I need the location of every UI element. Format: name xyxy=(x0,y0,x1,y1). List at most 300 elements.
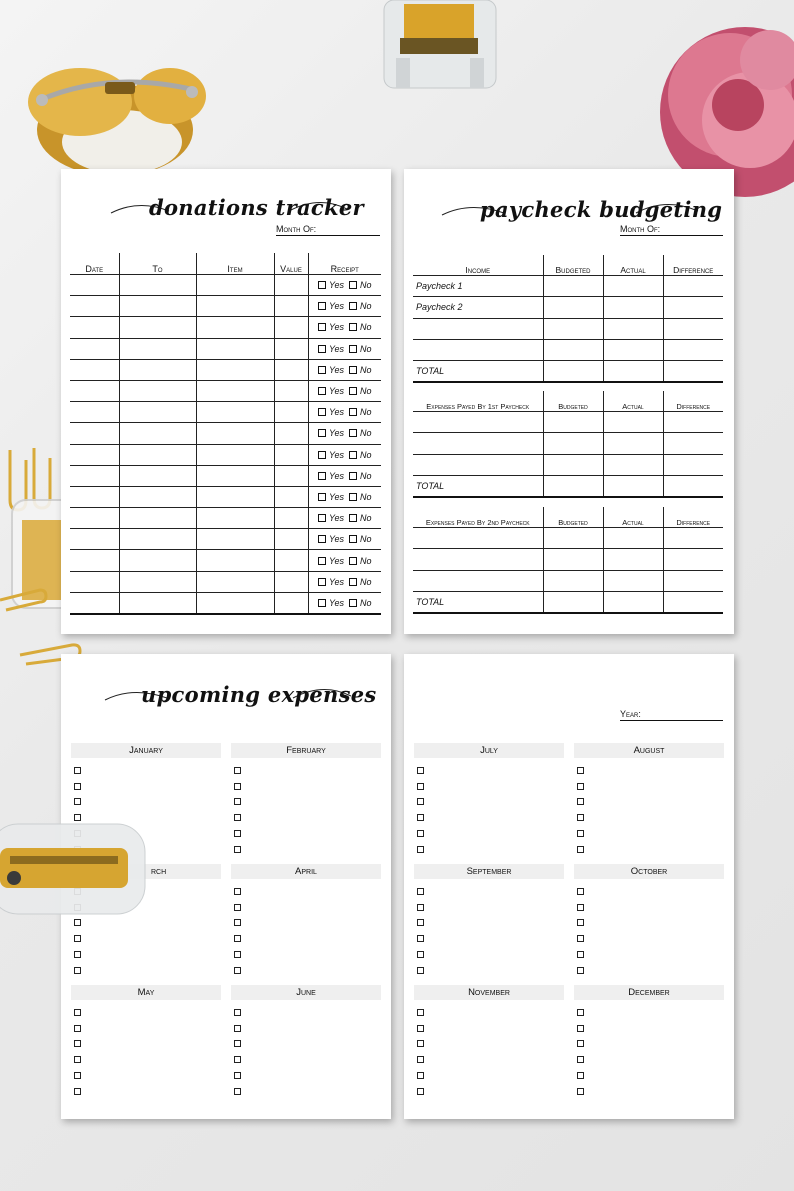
col-actual: Actual xyxy=(603,255,663,276)
row-label[interactable] xyxy=(413,570,543,591)
yes-label: Yes xyxy=(328,555,344,566)
yes-label: Yes xyxy=(328,470,344,481)
entry-cell[interactable] xyxy=(70,380,119,401)
expense-checkbox[interactable] xyxy=(417,1072,424,1079)
amount-cell[interactable] xyxy=(603,339,663,360)
amount-cell[interactable] xyxy=(663,591,723,613)
entry-cell[interactable] xyxy=(196,296,274,317)
entry-cell[interactable] xyxy=(274,423,308,444)
entry-cell[interactable] xyxy=(119,423,196,444)
amount-cell[interactable] xyxy=(603,570,663,591)
expense-checkbox[interactable] xyxy=(417,783,424,790)
no-label: No xyxy=(360,555,372,566)
amount-cell[interactable] xyxy=(543,360,603,382)
expense-checkbox[interactable] xyxy=(74,1040,81,1047)
no-checkbox[interactable] xyxy=(349,366,357,374)
amount-cell[interactable] xyxy=(543,591,603,613)
entry-cell[interactable] xyxy=(119,444,196,465)
expense-checkbox[interactable] xyxy=(417,1088,424,1095)
no-label: No xyxy=(360,407,372,418)
expenses-2nd-table xyxy=(413,507,723,614)
expense-checkbox[interactable] xyxy=(577,1056,584,1063)
amount-cell[interactable] xyxy=(603,276,663,297)
entry-cell[interactable] xyxy=(119,508,196,529)
entry-cell[interactable] xyxy=(274,380,308,401)
entry-cell[interactable] xyxy=(196,508,274,529)
expense-checkbox[interactable] xyxy=(74,783,81,790)
yes-checkbox[interactable] xyxy=(318,557,326,565)
yes-checkbox[interactable] xyxy=(318,493,326,501)
expense-checkbox[interactable] xyxy=(234,904,241,911)
expense-checkbox[interactable] xyxy=(234,798,241,805)
amount-cell[interactable] xyxy=(663,570,723,591)
table-row xyxy=(70,402,381,423)
entry-cell[interactable] xyxy=(119,486,196,507)
entry-cell[interactable] xyxy=(274,296,308,317)
entry-cell[interactable] xyxy=(274,592,308,614)
expense-checkbox[interactable] xyxy=(417,951,424,958)
entry-cell[interactable] xyxy=(70,296,119,317)
no-label: No xyxy=(360,576,372,587)
no-checkbox[interactable] xyxy=(349,472,357,480)
month-block-november xyxy=(414,985,564,1095)
no-checkbox[interactable] xyxy=(349,408,357,416)
donations-tracker-sheet xyxy=(61,169,391,634)
clear-tape-dispenser xyxy=(376,0,506,100)
no-checkbox[interactable] xyxy=(349,493,357,501)
amount-cell[interactable] xyxy=(663,454,723,475)
entry-cell[interactable] xyxy=(196,359,274,380)
table-row xyxy=(70,380,381,401)
entry-cell[interactable] xyxy=(119,317,196,338)
month-heading: August xyxy=(574,743,724,758)
no-checkbox[interactable] xyxy=(349,599,357,607)
table-row xyxy=(70,275,381,296)
row-label[interactable]: Paycheck 2 xyxy=(413,297,543,318)
yes-checkbox[interactable] xyxy=(318,387,326,395)
amount-cell[interactable] xyxy=(543,454,603,475)
expenses-1st-table xyxy=(413,391,723,498)
entry-cell[interactable] xyxy=(274,317,308,338)
expense-checkbox[interactable] xyxy=(234,1056,241,1063)
no-label: No xyxy=(360,428,372,439)
entry-cell[interactable] xyxy=(196,402,274,423)
entry-cell[interactable] xyxy=(274,402,308,423)
expense-checkbox[interactable] xyxy=(234,919,241,926)
expense-checkbox[interactable] xyxy=(417,888,424,895)
expense-checkbox[interactable] xyxy=(234,1009,241,1016)
amount-cell[interactable] xyxy=(603,412,663,433)
entry-cell[interactable] xyxy=(70,402,119,423)
table-row xyxy=(70,465,381,486)
amount-cell[interactable] xyxy=(543,412,603,433)
entry-cell[interactable] xyxy=(70,529,119,550)
amount-cell[interactable] xyxy=(603,454,663,475)
expense-checkbox[interactable] xyxy=(417,798,424,805)
col-actual: Actual xyxy=(603,391,663,412)
expense-checkbox[interactable] xyxy=(417,767,424,774)
entry-cell[interactable] xyxy=(119,380,196,401)
expense-checkbox[interactable] xyxy=(417,1009,424,1016)
table-row xyxy=(413,591,723,613)
amount-cell[interactable] xyxy=(663,318,723,339)
col-value: Value xyxy=(274,253,308,275)
expense-checkbox[interactable] xyxy=(577,830,584,837)
yes-checkbox[interactable] xyxy=(318,514,326,522)
no-checkbox[interactable] xyxy=(349,281,357,289)
expense-checkbox[interactable] xyxy=(577,904,584,911)
expense-checkbox[interactable] xyxy=(417,967,424,974)
col-expenses-1st: Expenses Payed By 1st Paycheck xyxy=(413,391,543,412)
amount-cell[interactable] xyxy=(603,360,663,382)
yes-label: Yes xyxy=(328,428,344,439)
table-row xyxy=(70,592,381,614)
amount-cell[interactable] xyxy=(603,297,663,318)
row-label[interactable]: Paycheck 1 xyxy=(413,276,543,297)
paycheck-title: paycheck budgeting xyxy=(480,197,723,222)
entry-cell[interactable] xyxy=(70,508,119,529)
expense-checkbox[interactable] xyxy=(577,846,584,853)
receipt-cell xyxy=(308,444,381,465)
entry-cell[interactable] xyxy=(119,275,196,296)
expense-checkbox[interactable] xyxy=(577,814,584,821)
entry-cell[interactable] xyxy=(274,359,308,380)
expense-checkbox[interactable] xyxy=(74,1009,81,1016)
no-checkbox[interactable] xyxy=(349,387,357,395)
month-of-field[interactable]: Month Of: xyxy=(620,224,723,236)
expense-checkbox[interactable] xyxy=(234,951,241,958)
amount-cell[interactable] xyxy=(603,318,663,339)
table-row xyxy=(70,550,381,571)
col-budgeted: Budgeted xyxy=(543,255,603,276)
no-checkbox[interactable] xyxy=(349,578,357,586)
amount-cell[interactable] xyxy=(603,591,663,613)
amount-cell[interactable] xyxy=(663,528,723,549)
month-heading: December xyxy=(574,985,724,1000)
amount-cell[interactable] xyxy=(543,318,603,339)
month-heading: September xyxy=(414,864,564,879)
row-label[interactable]: TOTAL xyxy=(413,475,543,497)
entry-cell[interactable] xyxy=(119,296,196,317)
yes-label: Yes xyxy=(328,343,344,354)
receipt-cell xyxy=(308,380,381,401)
expense-checkbox[interactable] xyxy=(417,1056,424,1063)
entry-cell[interactable] xyxy=(196,380,274,401)
entry-cell[interactable] xyxy=(196,275,274,296)
receipt-cell xyxy=(308,296,381,317)
table-row xyxy=(70,359,381,380)
entry-cell[interactable] xyxy=(119,529,196,550)
yes-label: Yes xyxy=(328,280,344,291)
amount-cell[interactable] xyxy=(543,475,603,497)
amount-cell[interactable] xyxy=(543,549,603,570)
col-date: Date xyxy=(70,253,119,275)
no-label: No xyxy=(360,386,372,397)
expense-checkbox[interactable] xyxy=(234,846,241,853)
entry-cell[interactable] xyxy=(119,338,196,359)
row-label[interactable] xyxy=(413,528,543,549)
expense-checkbox[interactable] xyxy=(417,1040,424,1047)
entry-cell[interactable] xyxy=(119,465,196,486)
amount-cell[interactable] xyxy=(603,528,663,549)
expense-checkbox[interactable] xyxy=(577,767,584,774)
yes-label: Yes xyxy=(328,449,344,460)
no-checkbox[interactable] xyxy=(349,557,357,565)
no-label: No xyxy=(360,470,372,481)
col-to: To xyxy=(119,253,196,275)
yes-checkbox[interactable] xyxy=(318,366,326,374)
no-checkbox[interactable] xyxy=(349,451,357,459)
no-checkbox[interactable] xyxy=(349,429,357,437)
entry-cell[interactable] xyxy=(274,275,308,296)
row-label[interactable] xyxy=(413,433,543,454)
amount-cell[interactable] xyxy=(663,433,723,454)
amount-cell[interactable] xyxy=(543,528,603,549)
yes-checkbox[interactable] xyxy=(318,578,326,586)
row-label[interactable] xyxy=(413,412,543,433)
entry-cell[interactable] xyxy=(274,529,308,550)
amount-cell[interactable] xyxy=(543,339,603,360)
amount-cell[interactable] xyxy=(543,276,603,297)
expense-checkbox[interactable] xyxy=(234,1072,241,1079)
expense-checkbox[interactable] xyxy=(234,967,241,974)
expense-checkbox[interactable] xyxy=(234,1088,241,1095)
table-row xyxy=(70,423,381,444)
yes-checkbox[interactable] xyxy=(318,408,326,416)
expense-checkbox[interactable] xyxy=(577,1009,584,1016)
receipt-cell xyxy=(308,508,381,529)
expense-checkbox[interactable] xyxy=(577,798,584,805)
entry-cell[interactable] xyxy=(70,317,119,338)
no-label: No xyxy=(360,280,372,291)
yes-checkbox[interactable] xyxy=(318,281,326,289)
entry-cell[interactable] xyxy=(274,444,308,465)
expense-checkbox[interactable] xyxy=(417,830,424,837)
entry-cell[interactable] xyxy=(196,486,274,507)
expense-checkbox[interactable] xyxy=(577,888,584,895)
yes-label: Yes xyxy=(328,407,344,418)
amount-cell[interactable] xyxy=(543,570,603,591)
row-label[interactable]: TOTAL xyxy=(413,360,543,382)
expense-checkbox[interactable] xyxy=(74,767,81,774)
row-label[interactable] xyxy=(413,318,543,339)
col-difference: Difference xyxy=(663,507,723,528)
entry-cell[interactable] xyxy=(196,423,274,444)
amount-cell[interactable] xyxy=(663,549,723,570)
no-checkbox[interactable] xyxy=(349,302,357,310)
amount-cell[interactable] xyxy=(603,549,663,570)
table-row xyxy=(70,338,381,359)
expense-checkbox[interactable] xyxy=(234,1025,241,1032)
month-heading: April xyxy=(231,864,381,879)
expense-checkbox[interactable] xyxy=(577,919,584,926)
year-field[interactable]: Year: xyxy=(620,709,723,721)
expense-checkbox[interactable] xyxy=(74,1025,81,1032)
col-budgeted: Budgeted xyxy=(543,507,603,528)
entry-cell[interactable] xyxy=(70,359,119,380)
expense-checkbox[interactable] xyxy=(417,904,424,911)
entry-cell[interactable] xyxy=(70,423,119,444)
yes-label: Yes xyxy=(328,576,344,587)
expense-checkbox[interactable] xyxy=(417,935,424,942)
month-of-field[interactable]: Month Of: xyxy=(276,224,380,236)
entry-cell[interactable] xyxy=(119,592,196,614)
month-block-august xyxy=(574,743,724,853)
entry-cell[interactable] xyxy=(70,338,119,359)
expense-checkbox[interactable] xyxy=(234,767,241,774)
entry-cell[interactable] xyxy=(274,465,308,486)
expense-checkbox[interactable] xyxy=(74,798,81,805)
table-row xyxy=(413,412,723,433)
expense-checkbox[interactable] xyxy=(577,1088,584,1095)
entry-cell[interactable] xyxy=(196,550,274,571)
expense-checkbox[interactable] xyxy=(234,783,241,790)
expense-checkbox[interactable] xyxy=(74,1088,81,1095)
entry-cell[interactable] xyxy=(70,275,119,296)
expense-checkbox[interactable] xyxy=(577,783,584,790)
expense-checkbox[interactable] xyxy=(417,846,424,853)
expense-checkbox[interactable] xyxy=(417,814,424,821)
col-difference: Difference xyxy=(663,255,723,276)
entry-cell[interactable] xyxy=(119,359,196,380)
amount-cell[interactable] xyxy=(663,360,723,382)
yes-checkbox[interactable] xyxy=(318,472,326,480)
expense-checkbox[interactable] xyxy=(577,1040,584,1047)
amount-cell[interactable] xyxy=(603,475,663,497)
entry-cell[interactable] xyxy=(119,550,196,571)
month-block-june xyxy=(231,985,381,1095)
expense-checkbox[interactable] xyxy=(577,967,584,974)
no-checkbox[interactable] xyxy=(349,514,357,522)
col-item: Item xyxy=(196,253,274,275)
yes-label: Yes xyxy=(328,513,344,524)
expense-checkbox[interactable] xyxy=(234,830,241,837)
amount-cell[interactable] xyxy=(663,276,723,297)
row-label[interactable]: TOTAL xyxy=(413,591,543,613)
no-label: No xyxy=(360,301,372,312)
yes-checkbox[interactable] xyxy=(318,451,326,459)
yes-label: Yes xyxy=(328,597,344,608)
entry-cell[interactable] xyxy=(274,550,308,571)
expense-checkbox[interactable] xyxy=(74,1072,81,1079)
expense-checkbox[interactable] xyxy=(577,1025,584,1032)
amount-cell[interactable] xyxy=(543,297,603,318)
amount-cell[interactable] xyxy=(603,433,663,454)
entry-cell[interactable] xyxy=(196,465,274,486)
entry-cell[interactable] xyxy=(196,592,274,614)
no-checkbox[interactable] xyxy=(349,323,357,331)
yes-label: Yes xyxy=(328,364,344,375)
receipt-cell xyxy=(308,550,381,571)
entry-cell[interactable] xyxy=(70,592,119,614)
row-label[interactable] xyxy=(413,549,543,570)
amount-cell[interactable] xyxy=(663,297,723,318)
amount-cell[interactable] xyxy=(663,339,723,360)
yes-label: Yes xyxy=(328,534,344,545)
expense-checkbox[interactable] xyxy=(234,935,241,942)
yes-checkbox[interactable] xyxy=(318,345,326,353)
no-label: No xyxy=(360,597,372,608)
yes-label: Yes xyxy=(328,322,344,333)
expense-checkbox[interactable] xyxy=(577,1072,584,1079)
receipt-cell xyxy=(308,338,381,359)
table-row xyxy=(413,318,723,339)
expense-checkbox[interactable] xyxy=(577,951,584,958)
expense-checkbox[interactable] xyxy=(74,951,81,958)
row-label[interactable] xyxy=(413,454,543,475)
receipt-cell xyxy=(308,465,381,486)
donations-table xyxy=(70,253,381,615)
no-label: No xyxy=(360,491,372,502)
table-row xyxy=(70,571,381,592)
amount-cell[interactable] xyxy=(663,475,723,497)
expense-checkbox[interactable] xyxy=(417,919,424,926)
no-checkbox[interactable] xyxy=(349,535,357,543)
entry-cell[interactable] xyxy=(70,486,119,507)
amount-cell[interactable] xyxy=(663,412,723,433)
table-row xyxy=(413,339,723,360)
expense-checkbox[interactable] xyxy=(234,814,241,821)
table-row xyxy=(70,296,381,317)
entry-cell[interactable] xyxy=(70,465,119,486)
entry-cell[interactable] xyxy=(196,338,274,359)
month-block-december xyxy=(574,985,724,1095)
entry-cell[interactable] xyxy=(196,529,274,550)
col-income: Income xyxy=(413,255,543,276)
entry-cell[interactable] xyxy=(196,317,274,338)
entry-cell[interactable] xyxy=(274,571,308,592)
expense-checkbox[interactable] xyxy=(577,935,584,942)
income-table xyxy=(413,255,723,383)
no-checkbox[interactable] xyxy=(349,345,357,353)
table-row xyxy=(70,508,381,529)
no-label: No xyxy=(360,513,372,524)
receipt-cell xyxy=(308,423,381,444)
row-label[interactable] xyxy=(413,339,543,360)
expense-checkbox[interactable] xyxy=(417,1025,424,1032)
month-heading: January xyxy=(71,743,221,758)
expense-checkbox[interactable] xyxy=(74,1056,81,1063)
entry-cell[interactable] xyxy=(119,571,196,592)
entry-cell[interactable] xyxy=(70,444,119,465)
entry-cell[interactable] xyxy=(274,508,308,529)
entry-cell[interactable] xyxy=(70,550,119,571)
expense-checkbox[interactable] xyxy=(74,967,81,974)
clear-gold-stapler xyxy=(0,818,150,923)
entry-cell[interactable] xyxy=(274,338,308,359)
entry-cell[interactable] xyxy=(196,444,274,465)
yes-checkbox[interactable] xyxy=(318,535,326,543)
receipt-cell xyxy=(308,486,381,507)
month-block-july xyxy=(414,743,564,853)
yes-checkbox[interactable] xyxy=(318,302,326,310)
receipt-cell xyxy=(308,317,381,338)
entry-cell[interactable] xyxy=(119,402,196,423)
table-row xyxy=(70,317,381,338)
yes-checkbox[interactable] xyxy=(318,429,326,437)
amount-cell[interactable] xyxy=(543,433,603,454)
entry-cell[interactable] xyxy=(274,486,308,507)
expense-checkbox[interactable] xyxy=(234,888,241,895)
entry-cell[interactable] xyxy=(70,571,119,592)
expense-checkbox[interactable] xyxy=(74,935,81,942)
entry-cell[interactable] xyxy=(196,571,274,592)
yes-checkbox[interactable] xyxy=(318,323,326,331)
paycheck-budgeting-sheet xyxy=(404,169,734,634)
expense-checkbox[interactable] xyxy=(234,1040,241,1047)
yes-checkbox[interactable] xyxy=(318,599,326,607)
upcoming-title: upcoming expenses xyxy=(141,682,377,707)
